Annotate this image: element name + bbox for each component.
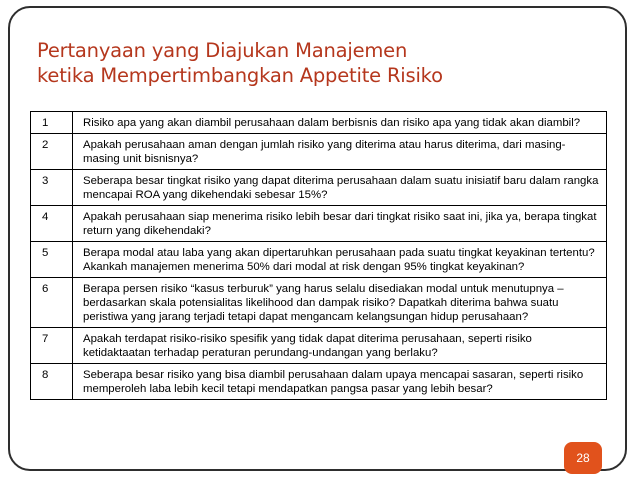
table-row <box>31 364 607 400</box>
questions-table <box>30 111 607 400</box>
question-number: 1 <box>31 112 73 134</box>
slide-title-line-1: Pertanyaan yang Diajukan Manajemen <box>37 39 408 62</box>
table-row <box>31 170 607 206</box>
table-row <box>31 242 607 278</box>
question-text: Seberapa besar tingkat risiko yang dapat diterima perusahaan dalam suatu inisiatif baru dalam rangka mencapai ROA yang dikehendaki sebesar 15%? <box>73 170 607 206</box>
question-number: 5 <box>31 242 73 278</box>
page-number-badge: 28 <box>564 442 602 474</box>
question-text: Berapa modal atau laba yang akan dipertaruhkan perusahaan pada suatu tingkat keyakinan tertentu? Akankah manajemen menerima 50% dari modal at risk dengan 95% tingkat keyakinan? <box>73 242 607 278</box>
table-row <box>31 328 607 364</box>
question-text: Apakah perusahaan siap menerima risiko lebih besar dari tingkat risiko saat ini, jika ya, berapa tingkat return yang dikehendaki? <box>73 206 607 242</box>
question-number: 7 <box>31 328 73 364</box>
table-row <box>31 206 607 242</box>
question-text: Seberapa besar risiko yang bisa diambil perusahaan dalam upaya mencapai sasaran, seperti risiko memperoleh laba lebih kecil tetapi mendapatkan pangsa pasar yang lebih besar? <box>73 364 607 400</box>
table-row <box>31 134 607 170</box>
question-number: 4 <box>31 206 73 242</box>
table-row <box>31 112 607 134</box>
question-number: 3 <box>31 170 73 206</box>
question-text: Apakah terdapat risiko-risiko spesifik yang tidak dapat diterima perusahaan, seperti risiko ketidaktaatan terhadap peraturan perundang-undangan yang berlaku? <box>73 328 607 364</box>
question-number: 8 <box>31 364 73 400</box>
slide-title-line-2: ketika Mempertimbangkan Appetite Risiko <box>37 64 443 87</box>
question-number: 2 <box>31 134 73 170</box>
table-row <box>31 278 607 328</box>
question-text: Risiko apa yang akan diambil perusahaan dalam berbisnis dan risiko apa yang tidak akan diambil? <box>73 112 607 134</box>
question-text: Berapa persen risiko “kasus terburuk” yang harus selalu disediakan modal untuk menutupnya – berdasarkan skala potensialitas likelihood dan dampak risiko? Dapatkah diterima bahwa suatu peristiwa yang jarang terjadi tetapi dapat mengancam kelangsungan hidup perusahaan? <box>73 278 607 328</box>
question-text: Apakah perusahaan aman dengan jumlah risiko yang diterima atau harus diterima, dari masing-masing unit bisnisnya? <box>73 134 607 170</box>
slide-title <box>37 38 443 88</box>
question-number: 6 <box>31 278 73 328</box>
